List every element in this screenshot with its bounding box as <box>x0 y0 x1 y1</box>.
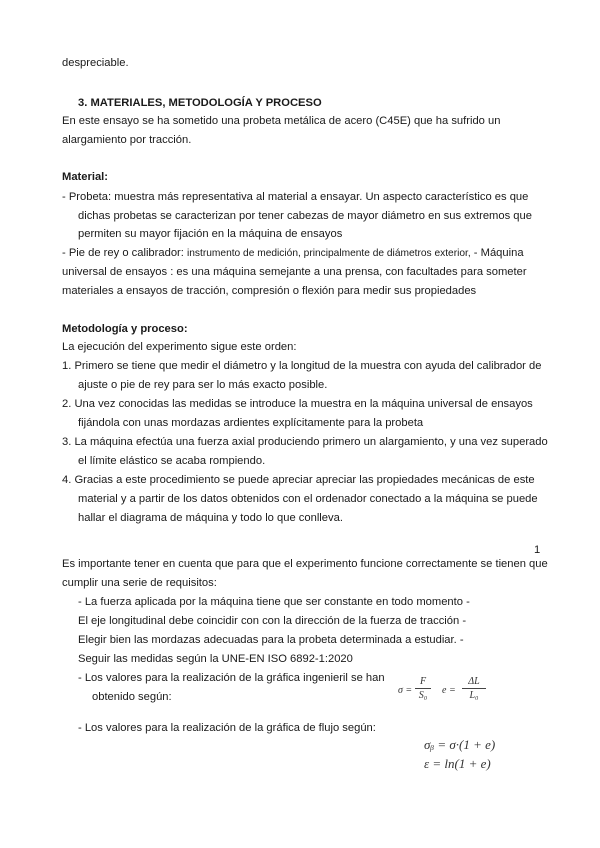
sigma-denominator: S₀ <box>418 690 428 701</box>
step-line: ajuste o pie de rey para ser lo más exacto posible. <box>78 379 328 391</box>
requisitos-lead: Es importante tener en cuenta que para que el experimento funcione correctamente se tienen que <box>62 558 548 570</box>
section-heading: 3. MATERIALES, METODOLOGÍA Y PROCESO <box>78 97 322 109</box>
flujo-line: - Los valores para la realización de la gráfica de flujo según: <box>78 722 376 734</box>
flow-e-formula: ε = ln(1 + e) <box>424 756 491 771</box>
requisitos-lead: cumplir una serie de requisitos: <box>62 577 217 589</box>
requisito-item: El eje longitudinal debe coincidir con con la dirección de la fuerza de tracción - <box>78 615 467 627</box>
intro-line: En este ensayo se ha sometido una probeta metálica de acero (C45E) que ha sufrido un <box>62 115 501 127</box>
probeta-line: permiten su mayor fijación en la máquina de ensayos <box>78 228 343 240</box>
intro-tail: despreciable. <box>62 57 129 69</box>
page-number: 1 <box>534 544 541 556</box>
maquina-prefix: - Máquina <box>470 247 524 259</box>
requisito-item: Seguir las medidas según la UNE-EN ISO 6892-1:2020 <box>78 653 353 665</box>
e-lhs: e = <box>442 685 456 696</box>
step-line: 1. Primero se tiene que medir el diámetro y la longitud de la muestra con ayuda del calibrador de <box>62 360 542 372</box>
sigma-lhs: σ = <box>398 685 413 696</box>
sigma-fraction <box>415 676 431 701</box>
flow-sigma-formula: σᵦ = σ·(1 + e) <box>424 737 496 752</box>
pie-de-rey-desc: instrumento de medición, principalmente de diámetros exterior, <box>187 248 471 259</box>
metodologia-lead: La ejecución del experimento sigue este orden: <box>62 341 297 353</box>
e-fraction <box>462 676 486 701</box>
maquina-line: materiales a ensayos de tracción, compresión o flexión para medir sus propiedades <box>62 285 477 297</box>
fraction-bar <box>462 688 486 689</box>
step-line: 2. Una vez conocidas las medidas se introduce la muestra en la máquina universal de ensayos <box>62 398 533 410</box>
pie-de-rey-prefix: - Pie de rey o calibrador: <box>62 247 187 259</box>
step-line: hallar el diagrama de máquina y todo lo que conlleva. <box>78 512 343 524</box>
requisito-item: - La fuerza aplicada por la máquina tiene que ser constante en todo momento - <box>78 596 470 608</box>
step-line: 4. Gracias a este procedimiento se puede apreciar apreciar las propiedades mecánicas de este <box>62 474 535 486</box>
material-heading: Material: <box>62 171 109 183</box>
step-line: fijándola con unas mordazas ardientes explícitamente para la probeta <box>78 417 424 429</box>
probeta-line: - Probeta: muestra más representativa al material a ensayar. Un aspecto característico es que <box>62 191 529 203</box>
intro-line: alargamiento por tracción. <box>62 134 192 146</box>
maquina-line: universal de ensayos : es una máquina semejante a una prensa, con facultades para someter <box>62 266 527 278</box>
step-line: 3. La máquina efectúa una fuerza axial produciendo primero un alargamiento, y una vez superado <box>62 436 548 448</box>
sigma-numerator: F <box>419 676 427 687</box>
step-line: material y a partir de los datos obtenidos con el ordenador conectado a la máquina se puede <box>78 493 538 505</box>
pie-de-rey-line <box>62 246 524 261</box>
metodologia-heading: Metodología y proceso: <box>62 323 188 335</box>
e-numerator: ΔL <box>468 676 480 687</box>
step-line: el límite elástico se acaba rompiendo. <box>78 455 266 467</box>
ingenieril-line: - Los valores para la realización de la gráfica ingenieril se han <box>78 672 385 684</box>
ingenieril-line: obtenido según: <box>92 691 172 703</box>
requisito-item: Elegir bien las mordazas adecuadas para la probeta determinada a estudiar. - <box>78 634 464 646</box>
probeta-line: dichas probetas se caracterizan por tener cabezas de mayor diámetro en sus extremos que <box>78 210 532 222</box>
e-denominator: L₀ <box>469 690 479 701</box>
fraction-bar <box>415 688 431 689</box>
